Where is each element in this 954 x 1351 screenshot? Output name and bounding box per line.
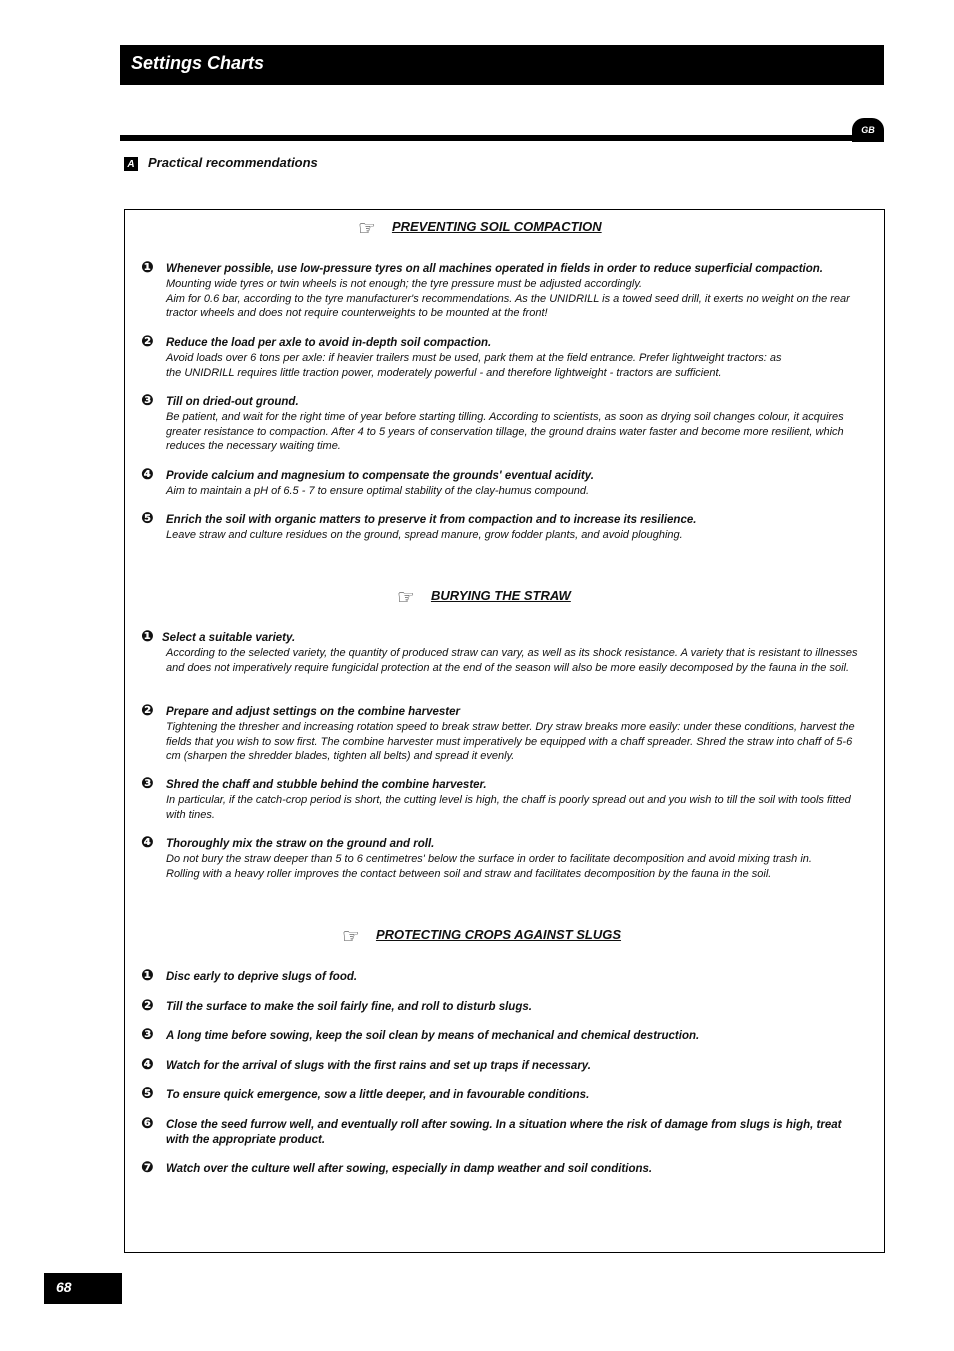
list-item bbox=[141, 628, 866, 675]
item-title: Disc early to deprive slugs of food. bbox=[166, 971, 358, 983]
item-title: Thoroughly mix the straw on the ground and roll. bbox=[166, 838, 435, 850]
item-title: Provide calcium and magnesium to compensate the grounds' eventual acidity. bbox=[166, 470, 594, 482]
list-item bbox=[141, 834, 866, 881]
language-badge: GB bbox=[852, 118, 884, 142]
pointing-hand-icon: ☞ bbox=[342, 926, 360, 948]
item-title: Whenever possible, use low-pressure tyres on all machines operated in fields in order to reduce superficial compaction. bbox=[166, 263, 823, 275]
item-number: ❶ bbox=[141, 628, 154, 645]
item-number: ❹ bbox=[141, 834, 154, 851]
list-item bbox=[141, 1115, 866, 1148]
topic-heading-soil-compaction bbox=[358, 216, 602, 240]
item-number: ❹ bbox=[141, 1056, 154, 1073]
list-item bbox=[141, 1159, 866, 1177]
list-item bbox=[141, 775, 866, 822]
list-item bbox=[141, 466, 866, 499]
list-item bbox=[141, 392, 866, 454]
list-item bbox=[141, 1056, 866, 1074]
item-title: Till on dried-out ground. bbox=[166, 396, 299, 408]
list-item bbox=[141, 259, 866, 321]
item-text: Leave straw and culture residues on the ground, spread manure, grow fodder plants, and avoid ploughing. bbox=[166, 529, 683, 541]
item-title: Enrich the soil with organic matters to preserve it from compaction and to increase its resilience. bbox=[166, 514, 697, 526]
item-number: ❻ bbox=[141, 1115, 154, 1132]
list-item bbox=[141, 333, 866, 380]
page-title: Settings Charts bbox=[131, 53, 265, 73]
list-item bbox=[141, 997, 866, 1015]
item-title: Watch over the culture well after sowing, especially in damp weather and soil conditions. bbox=[166, 1163, 653, 1175]
item-title: A long time before sowing, keep the soil clean by means of mechanical and chemical destruction. bbox=[166, 1030, 700, 1042]
item-number: ❼ bbox=[141, 1159, 154, 1176]
pointing-hand-icon: ☞ bbox=[397, 587, 415, 609]
topic-title: BURYING THE STRAW bbox=[430, 587, 571, 603]
item-title: Select a suitable variety. bbox=[162, 632, 296, 644]
item-text: In particular, if the catch-crop period is short, the cutting level is high, the chaff is poorly spread out and you wish to till the soil with tools fitted with tines. bbox=[166, 794, 851, 821]
section-marker: A bbox=[124, 157, 138, 171]
topic-title: PROTECTING CROPS AGAINST SLUGS bbox=[375, 926, 622, 942]
item-number: ❷ bbox=[141, 333, 154, 350]
item-number: ❸ bbox=[141, 1026, 154, 1043]
list-item bbox=[141, 702, 866, 764]
item-title: Prepare and adjust settings on the combine harvester bbox=[166, 706, 460, 718]
item-text: Mounting wide tyres or twin wheels is not enough; the tyre pressure must be adjusted accordingly. Aim for 0.6 bar, according to the tyre manufacturer's recommendations. As the UNIDRILL is a towed seed drill, it exerts no weight on the rear tractor wheels and does not require counterweights to be mounted at the front! bbox=[166, 278, 850, 320]
header-bar bbox=[120, 45, 884, 85]
item-text: Avoid loads over 6 tons per axle: if heavier trailers must be used, park them at the field entrance. Prefer lightweight tractors: as the UNIDRILL requires little traction power, moderately powerful - and therefore lightweight - tractors are sufficient. bbox=[166, 352, 782, 379]
item-title: Watch for the arrival of slugs with the first rains and set up traps if necessary. bbox=[166, 1060, 591, 1072]
item-title: Shred the chaff and stubble behind the combine harvester. bbox=[166, 779, 487, 791]
page-number: 68 bbox=[44, 1273, 122, 1304]
list-item bbox=[141, 967, 866, 985]
item-number: ❸ bbox=[141, 392, 154, 409]
list-item bbox=[141, 1085, 866, 1103]
item-number: ❺ bbox=[141, 510, 154, 527]
item-number: ❶ bbox=[141, 259, 154, 276]
item-number: ❷ bbox=[141, 997, 154, 1014]
item-number: ❶ bbox=[141, 967, 154, 984]
pointing-hand-icon: ☞ bbox=[358, 218, 376, 240]
recommendations-box bbox=[124, 209, 885, 1253]
topic-title: PREVENTING SOIL COMPACTION bbox=[391, 218, 602, 234]
item-number: ❷ bbox=[141, 702, 154, 719]
item-text: Do not bury the straw deeper than 5 to 6 centimetres' below the surface in order to facilitate decomposition and avoid mixing trash in. Rolling with a heavy roller improves the contact between soil and straw and facilitates decomposition by the fauna in the soil. bbox=[166, 853, 812, 880]
item-title: Close the seed furrow well, and eventually roll after sowing. In a situation where the risk of damage from slugs is high, treat with the appropriate product. bbox=[166, 1119, 842, 1146]
item-text: Tightening the thresher and increasing rotation speed to break straw better. Dry straw breaks more easily: under these conditions, harvest the fields that you wish to sow first. The combine harvester must imperatively be equipped with a chaff spreader. Shred the straw into chaff of 5-6 cm (sharpen the shredder blades, tighten all belts) and spread it evenly. bbox=[166, 721, 855, 763]
topic-heading-slugs bbox=[342, 924, 622, 948]
item-title: To ensure quick emergence, sow a little deeper, and in favourable conditions. bbox=[166, 1089, 590, 1101]
list-item bbox=[141, 510, 866, 543]
item-number: ❺ bbox=[141, 1085, 154, 1102]
section-title: Practical recommendations bbox=[148, 155, 318, 170]
item-number: ❹ bbox=[141, 466, 154, 483]
item-number: ❸ bbox=[141, 775, 154, 792]
header-rule bbox=[120, 135, 884, 141]
item-title: Reduce the load per axle to avoid in-depth soil compaction. bbox=[166, 337, 492, 349]
topic-heading-burying-straw bbox=[397, 585, 571, 609]
item-text: Be patient, and wait for the right time of year before starting tilling. According to scientists, as soon as drying soil changes colour, it acquires greater resistance to compaction. After 4 to 5 years of conservation tillage, the ground drains water faster and become more resilient, which reduces the necessary waiting time. bbox=[166, 411, 844, 453]
item-title: Till the surface to make the soil fairly fine, and roll to disturb slugs. bbox=[166, 1001, 532, 1013]
item-text: According to the selected variety, the quantity of produced straw can vary, as well as its shock resistance. A variety that is resistant to illnesses and does not imperatively require fungicidal protection at the end of the season will also be more easily decomposed by the fauna in the soil. bbox=[166, 647, 858, 674]
list-item bbox=[141, 1026, 866, 1044]
item-text: Aim to maintain a pH of 6.5 - 7 to ensure optimal stability of the clay-humus compound. bbox=[166, 485, 590, 497]
